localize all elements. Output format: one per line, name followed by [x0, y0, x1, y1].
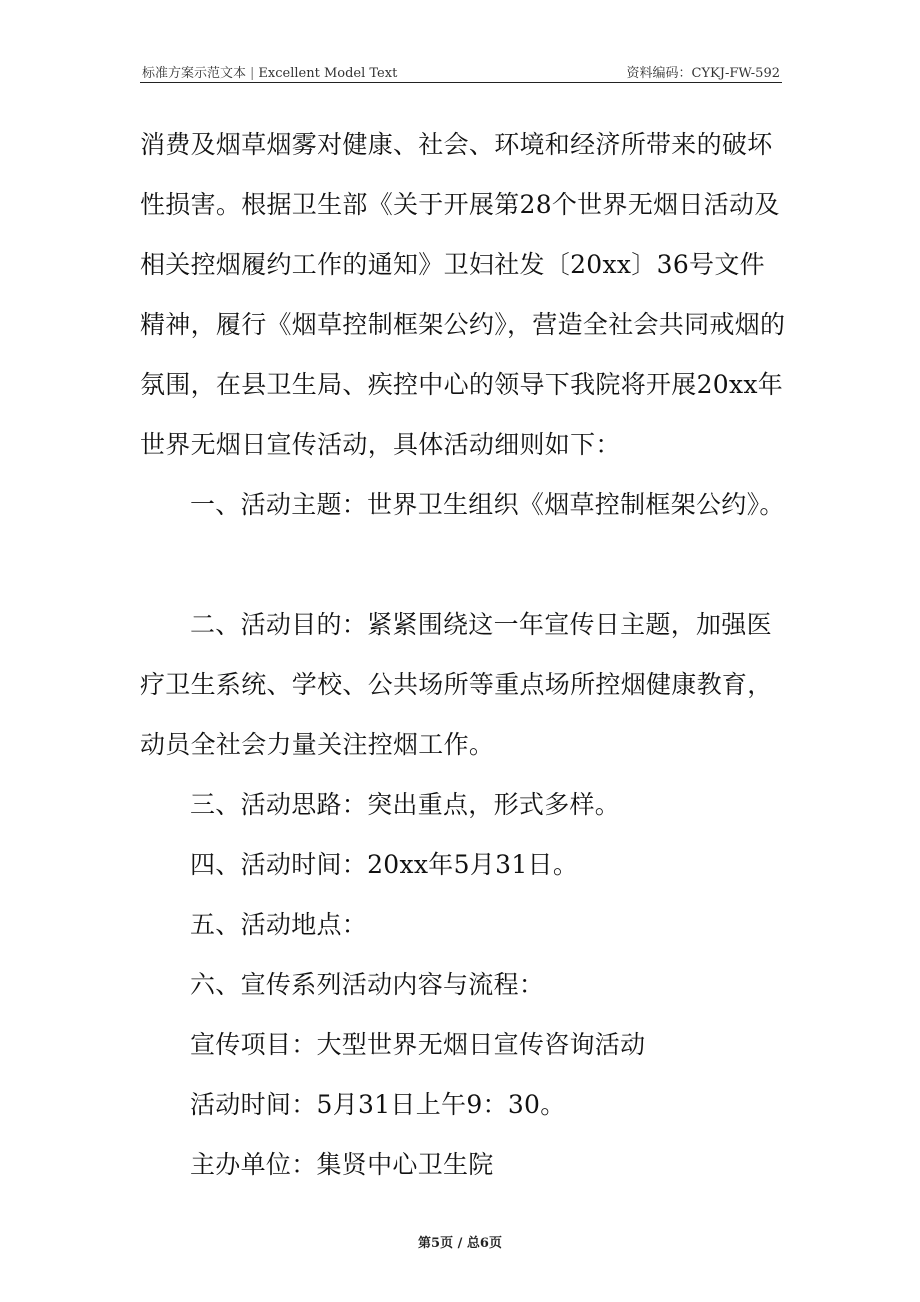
header-separator: | — [250, 66, 255, 81]
document-code: 资料编码：CYKJ-FW-592 — [626, 66, 780, 81]
paragraph-organizer: 主办单位：集贤中心卫生院 — [190, 1150, 494, 1179]
paragraph-event-time: 活动时间：5月31日上午9：30。 — [190, 1090, 566, 1119]
header-title — [142, 62, 397, 81]
header-title-cn: 标准方案示范文本 — [142, 66, 247, 81]
paragraph-location: 五、活动地点： — [190, 910, 368, 939]
paragraph-purpose: 二、活动目的：紧紧围绕这一年宣传日主题，加强医疗卫生系统、学校、公共场所等重点场所控烟健康教育，动员全社会力量关注控烟工作。 — [140, 610, 773, 759]
paragraph-spacer — [140, 535, 790, 595]
paragraph-content-flow: 六、宣传系列活动内容与流程： — [190, 970, 545, 999]
document-body — [140, 115, 790, 1195]
paragraph-theme: 一、活动主题：世界卫生组织《烟草控制框架公约》。 — [190, 490, 785, 519]
paragraph-time: 四、活动时间：20xx年5月31日。 — [190, 850, 579, 879]
page-number: 第5页 / 总6页 — [418, 1236, 502, 1251]
paragraph-approach: 三、活动思路：突出重点，形式多样。 — [190, 790, 621, 819]
paragraph-intro: 消费及烟草烟雾对健康、社会、环境和经济所带来的破坏性损害。根据卫生部《关于开展第28个世界无烟日活动及相关控烟履约工作的通知》卫妇社发〔20xx〕36号文件精神，履行《烟草控制框架公约》，营造全社会共同戒烟的氛围，在县卫生局、疾控中心的领导下我院将开展20xx年世界无烟日宣传活动，具体活动细则如下： — [140, 130, 786, 459]
page-header — [140, 60, 782, 83]
paragraph-project: 宣传项目：大型世界无烟日宣传咨询活动 — [190, 1030, 646, 1059]
header-title-en: Excellent Model Text — [258, 66, 398, 81]
